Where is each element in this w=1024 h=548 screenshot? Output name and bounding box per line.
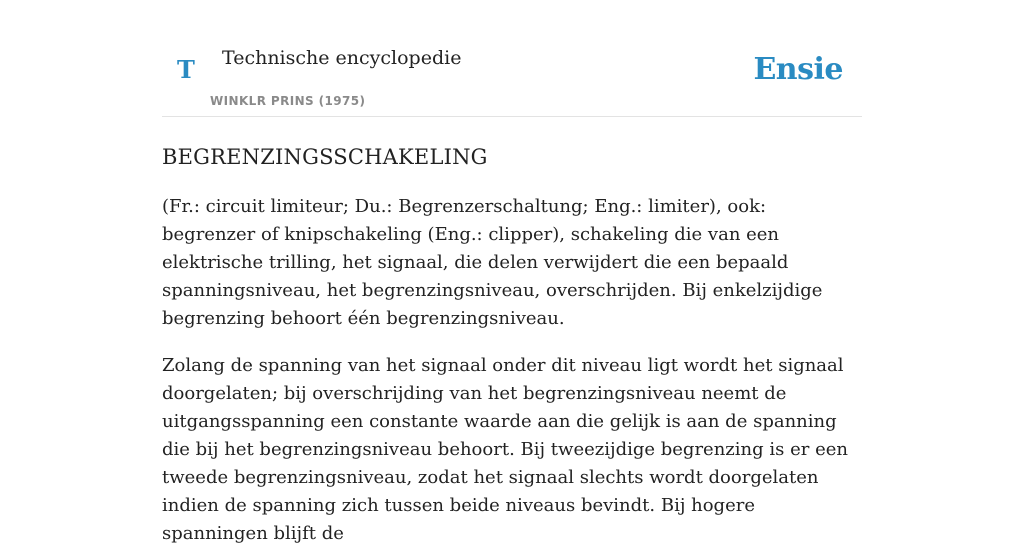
article-title: BEGRENZINGSSCHAKELING: [162, 145, 488, 169]
publication-title[interactable]: Technische encyclopedie: [222, 47, 462, 69]
publication-subtitle: WINKLR PRINS (1975): [210, 94, 366, 108]
article-paragraph-1: (Fr.: circuit limiteur; Du.: Begrenzerschaltung; Eng.: limiter), ook: begrenzer of knipschakeling (Eng.: clipper), schakeling die van een elektrische trilling, het signaal, die delen verwijdert die een bepaald spanningsniveau, het begrenzingsniveau, overschrijden. Bij enkelzijdige begrenzing behoort één begrenzingsniveau.: [162, 196, 823, 329]
encyclopedia-header: [162, 0, 862, 117]
ensie-logo[interactable]: Ensie: [753, 52, 843, 87]
publication-logo[interactable]: T: [177, 55, 195, 84]
article-paragraph-2: Zolang de spanning van het signaal onder dit niveau ligt wordt het signaal doorgelaten; bij overschrijding van het begrenzingsniveau neemt de uitgangsspanning een constante waarde aan die gelijk is aan de spanning die bij het begrenzingsniveau behoort. Bij tweezijdige begrenzing is er een tweede begrenzingsniveau, zodat het signaal slechts wordt doorgelaten indien de spanning zich tussen beide niveaus bevindt. Bij hogere spanningen blijft de: [162, 355, 848, 544]
content-container: [162, 0, 862, 548]
